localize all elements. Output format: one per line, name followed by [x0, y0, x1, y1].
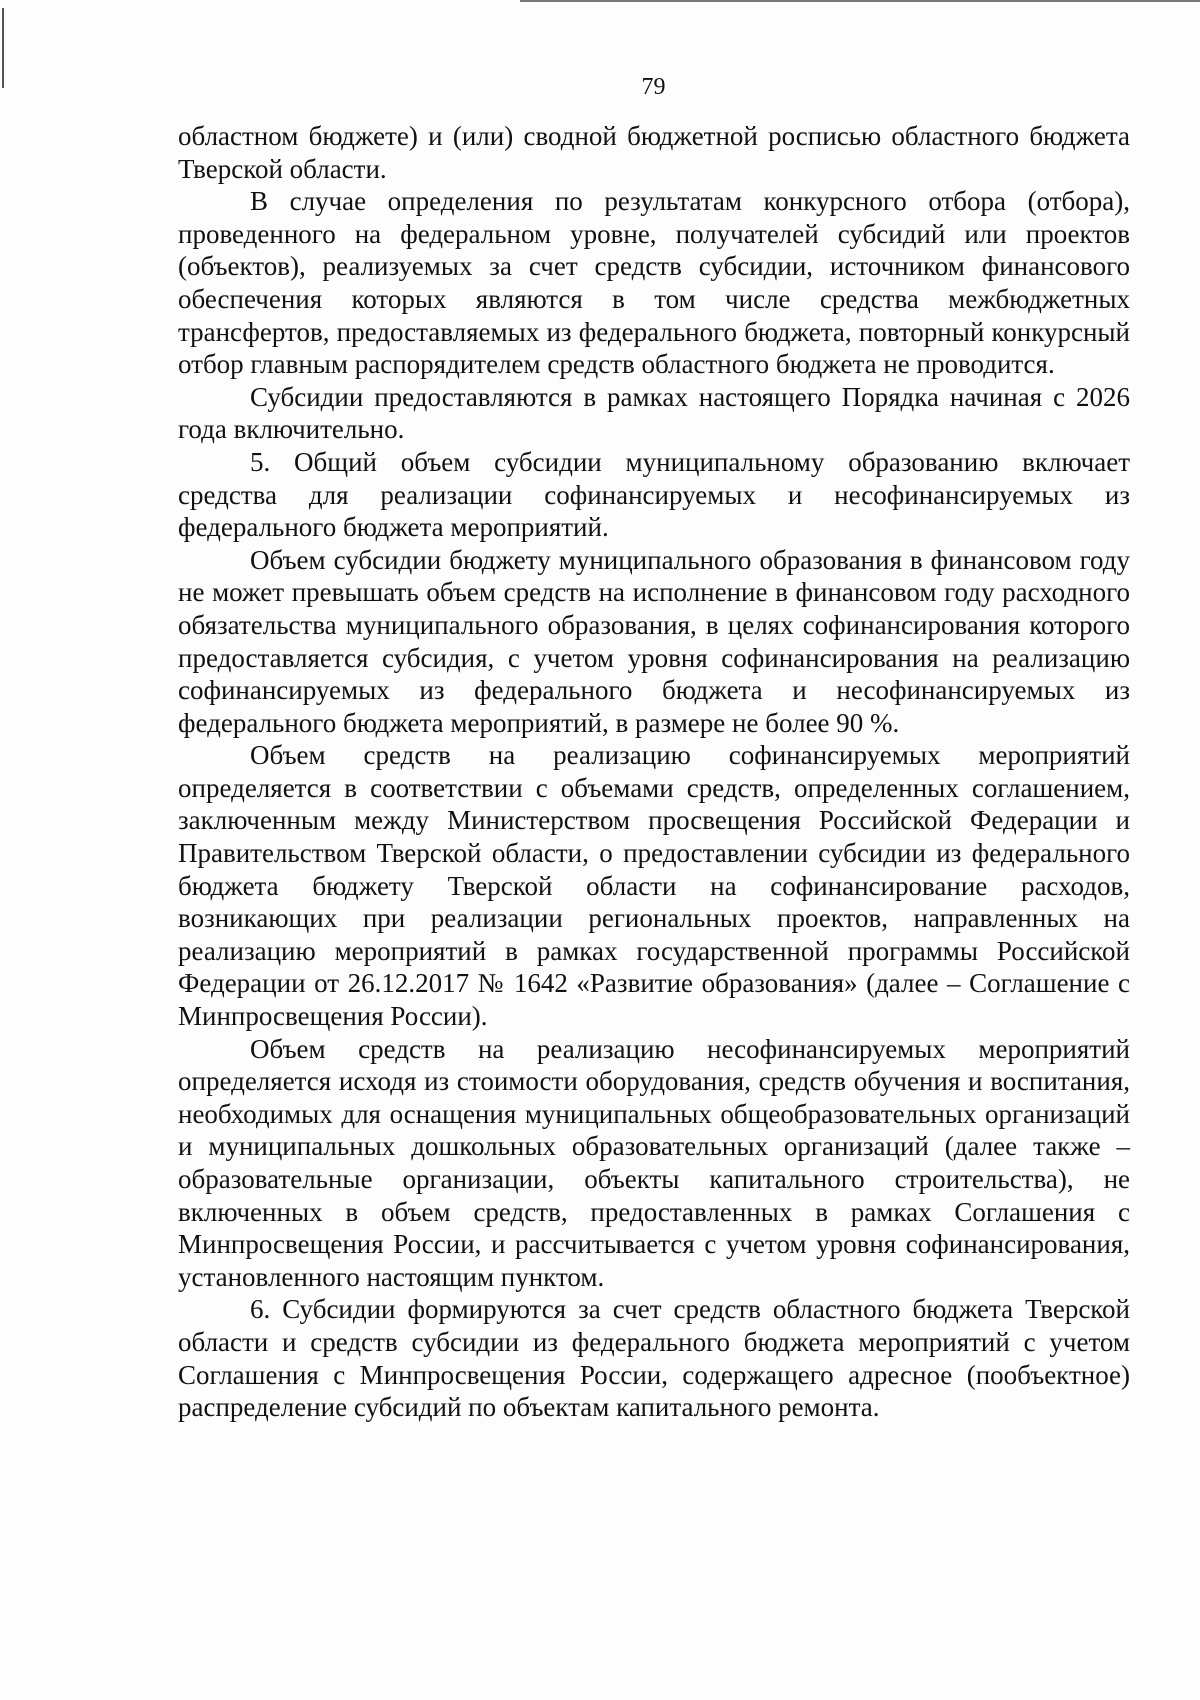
paragraph-subsidy-start-year: Субсидии предоставляются в рамках настоящего Порядка начиная с 2026 года включительно.: [178, 381, 1130, 445]
paragraph-item-6: 6. Субсидии формируются за счет средств областного бюджета Тверской области и средств субсидии из федерального бюджета мероприятий с учетом Соглашения с Минпросвещения России, содержащего адресное (пообъектное) распределение субсидий по объектам капитального ремонта.: [178, 1294, 1130, 1423]
paragraph-subsidy-volume-limit: Объем субсидии бюджету муниципального образования в финансовом году не может превышать объем средств на исполнение в финансовом году расходного обязательства муниципального образования, в целях софинансирования которого предоставляется субсидия, с учетом уровня софинансирования на реализацию софинансируемых из федерального бюджета и несофинансируемых из федерального бюджета мероприятий, в размере не более 90 %.: [178, 544, 1130, 738]
paragraph-competitive-selection: В случае определения по результатам конкурсного отбора (отбора), проведенного на федеральном уровне, получателей субсидий или проектов (объектов), реализуемых за счет средств субсидии, источником финансового обеспечения которых являются в том числе средства межбюджетных трансфертов, предоставляемых из федерального бюджета, повторный конкурсный отбор главным распорядителем средств областного бюджета не проводится.: [178, 186, 1130, 380]
paragraph-item-5: 5. Общий объем субсидии муниципальному образованию включает средства для реализации софинансируемых и несофинансируемых из федерального бюджета мероприятий.: [178, 446, 1130, 543]
document-body: [178, 120, 1130, 1424]
paragraph-non-cofinanced-volume: Объем средств на реализацию несофинансируемых мероприятий определяется исходя из стоимости оборудования, средств обучения и воспитания, необходимых для оснащения муниципальных общеобразовательных организаций и муниципальных дошкольных образовательных организаций (далее также – образовательные организации, объекты капитального строительства), не включенных в объем средств, предоставленных в рамках Соглашения с Минпросвещения России, и рассчитывается с учетом уровня софинансирования, установленного настоящим пунктом.: [178, 1033, 1130, 1292]
page-number: 79: [641, 74, 666, 100]
paragraph-cofinanced-volume: Объем средств на реализацию софинансируемых мероприятий определяется в соответствии с объемами средств, определенных соглашением, заключенным между Министерством просвещения Российской Федерации и Правительством Тверской области, о предоставлении субсидии из федерального бюджета бюджету Тверской области на софинансирование расходов, возникающих при реализации региональных проектов, направленных на реализацию мероприятий в рамках государственной программы Российской Федерации от 26.12.2017 № 1642 «Развитие образования» (далее – Соглашение с Минпросвещения России).: [178, 740, 1130, 1032]
scan-edge-mark-top: [520, 0, 1200, 2]
paragraph-continuation: областном бюджете) и (или) сводной бюджетной росписью областного бюджета Тверской области.: [178, 121, 1130, 184]
